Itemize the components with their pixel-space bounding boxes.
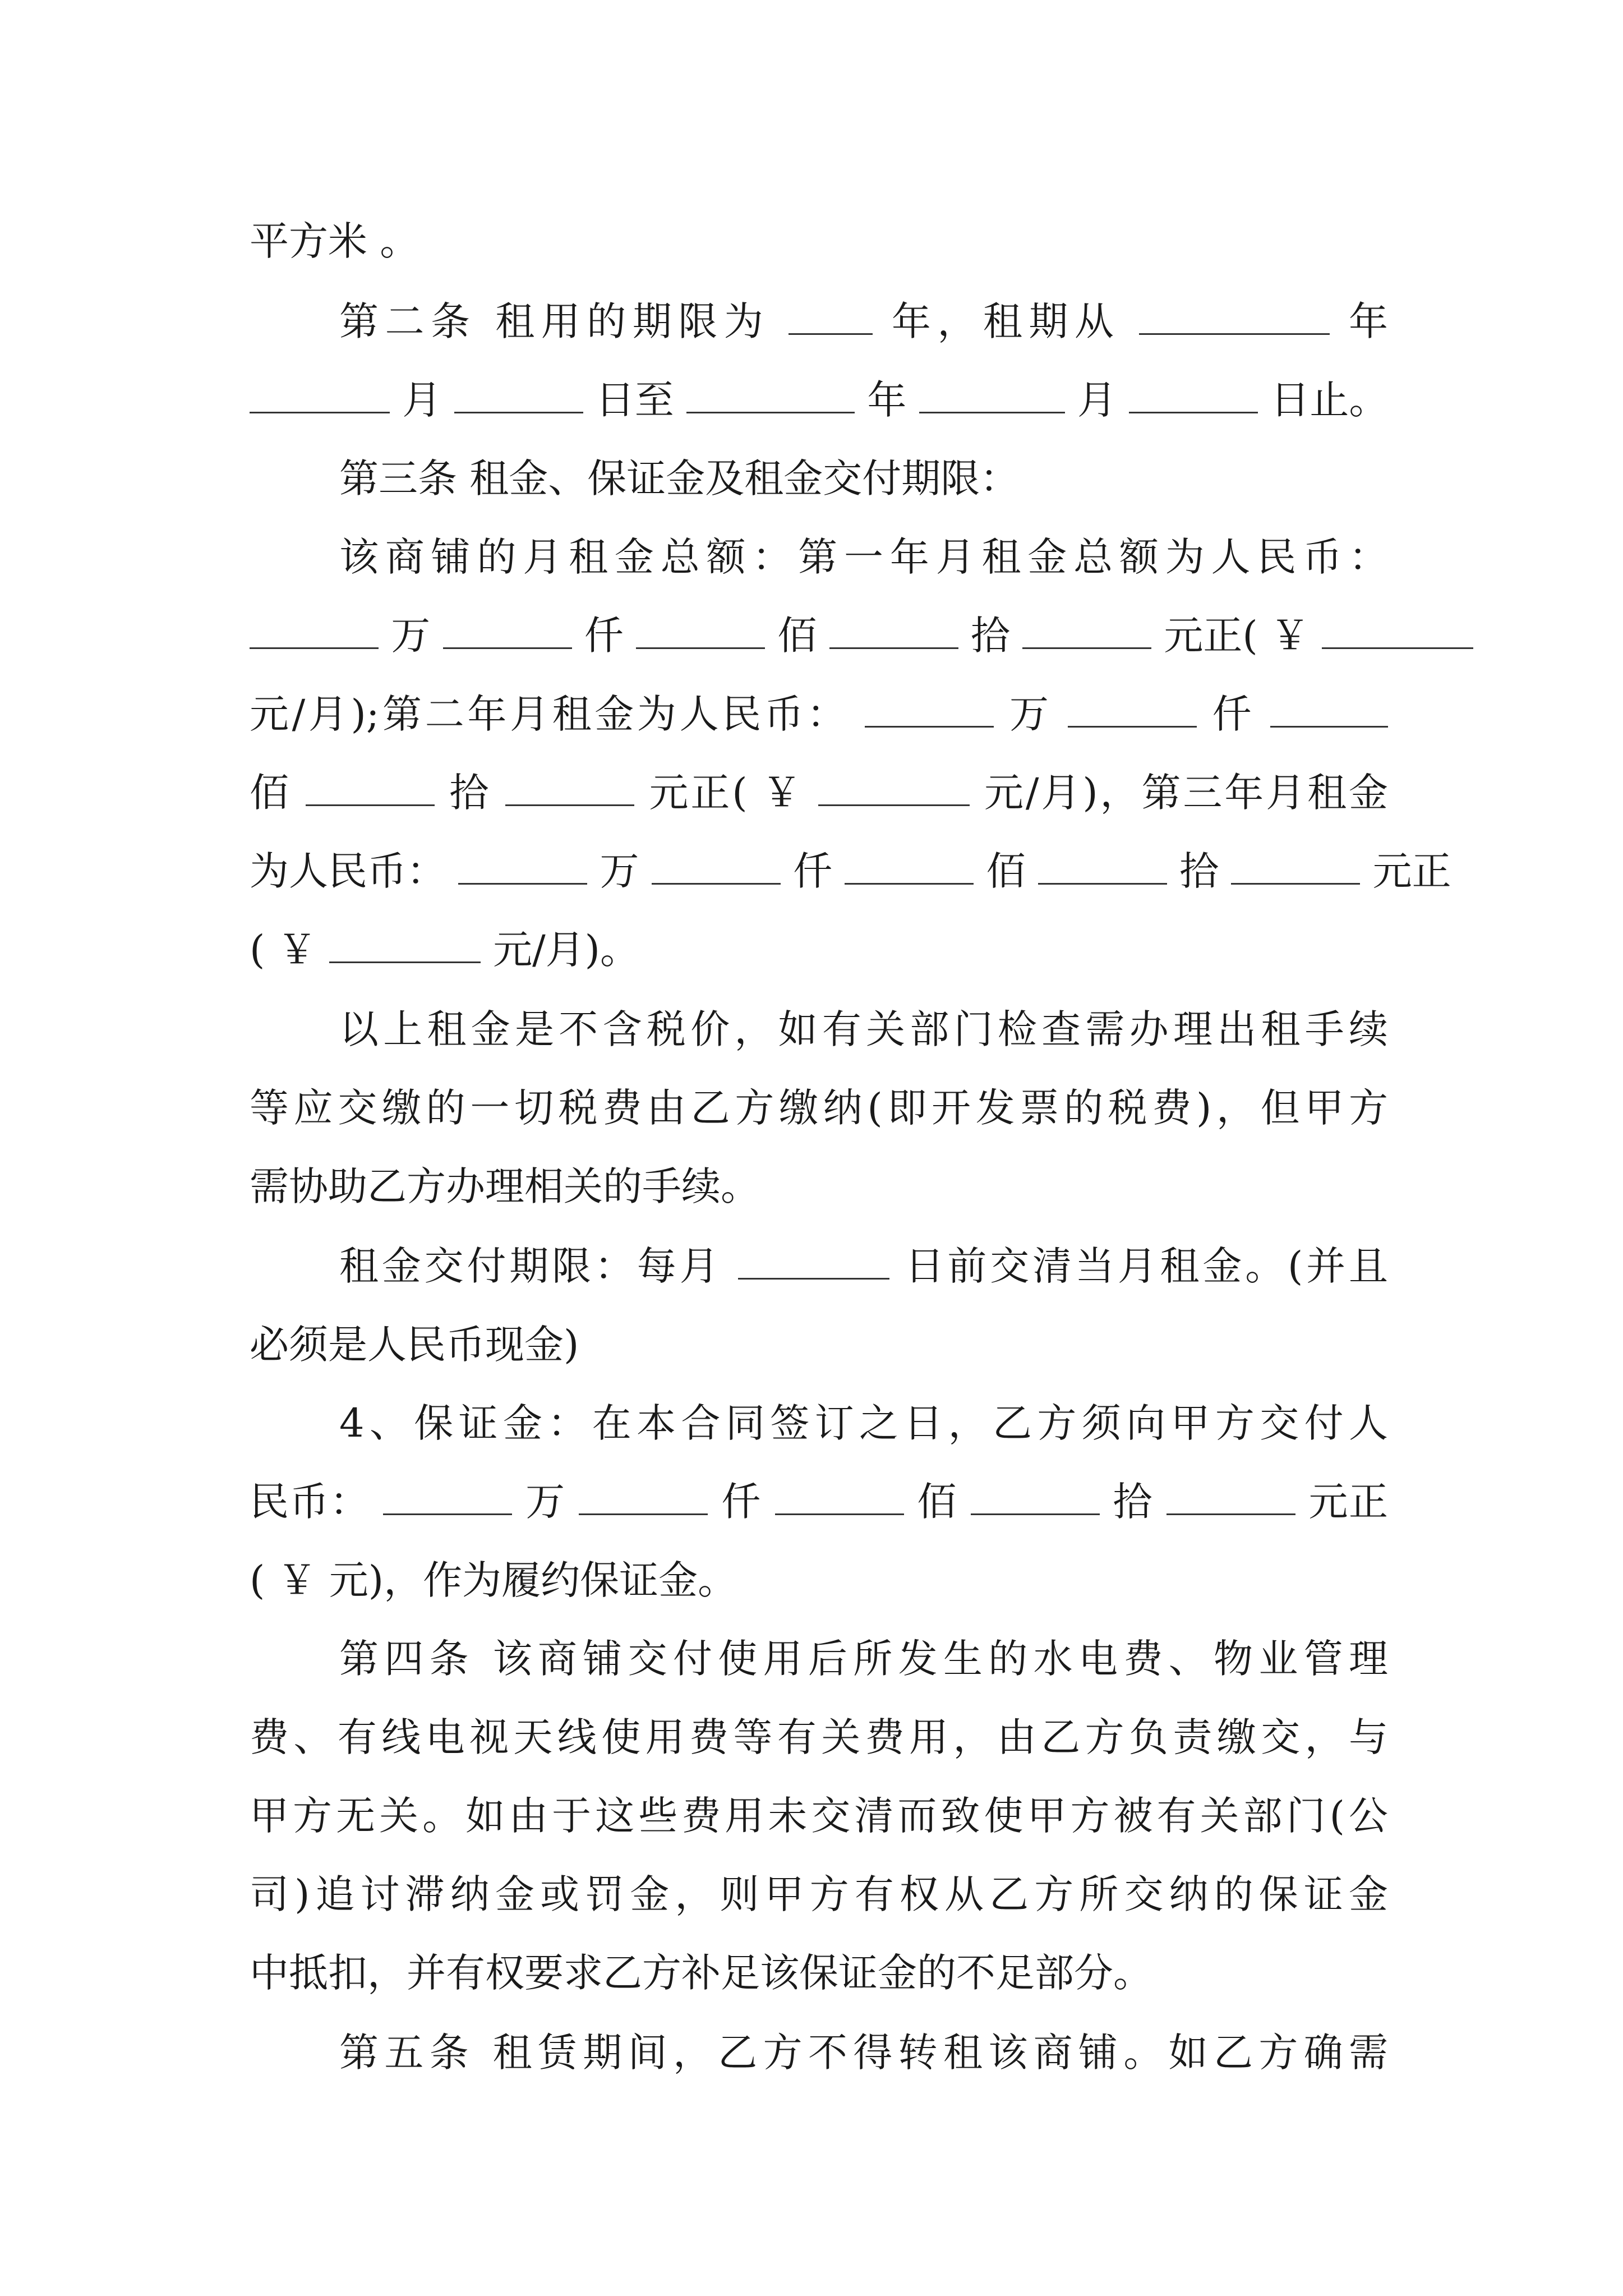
line-text: 民币：: [250, 1479, 370, 1525]
fill-blank: [383, 1479, 512, 1515]
line-text: 日止。: [1270, 377, 1389, 423]
line-text: 日至: [595, 377, 674, 423]
line-text: 佰: [986, 848, 1026, 894]
text-line: [250, 1311, 1388, 1378]
text-line: [250, 1232, 1388, 1300]
fill-blank: [738, 1243, 889, 1280]
line-text: 万: [600, 848, 639, 894]
line-text: 万: [1009, 691, 1052, 737]
line-text: 需协助乙方办理相关的手续。: [250, 1163, 760, 1209]
text-line: [250, 1547, 1388, 1614]
fill-blank: [789, 298, 873, 335]
fill-blank: [443, 613, 572, 649]
fill-blank: [306, 770, 435, 806]
line-text: 元/月)，第三年月租金: [984, 770, 1388, 816]
line-text: 佰: [777, 613, 817, 659]
line-text: 佰: [250, 770, 291, 816]
fill-blank: [505, 770, 634, 806]
line-text: 为人民币：: [250, 848, 446, 894]
fill-blank: [1022, 613, 1151, 649]
line-text: 费、有线电视天线使用费等有关费用，由乙方负责缴交，与: [250, 1714, 1388, 1760]
line-text: 万: [525, 1479, 566, 1525]
fill-blank: [250, 613, 379, 649]
text-line: [250, 759, 1388, 826]
line-text: 元/月)。: [493, 927, 639, 973]
line-text: 等应交缴的一切税费由乙方缴纳(即开发票的税费)，但甲方: [250, 1085, 1388, 1131]
line-text: 必须是人民币现金): [250, 1322, 579, 1368]
line-text: 第二条 租用的期限为: [339, 298, 770, 344]
line-text: 租金交付期限：每月: [339, 1243, 722, 1289]
line-text: 仟: [584, 613, 624, 659]
line-text: 拾: [1113, 1479, 1153, 1525]
line-text: 仟: [793, 848, 833, 894]
text-line: [250, 1153, 1388, 1220]
text-line: [250, 1074, 1388, 1142]
line-text: 第四条 该商铺交付使用后所发生的水电费、物业管理: [339, 1636, 1388, 1682]
fill-blank: [454, 377, 583, 413]
fill-blank: [636, 613, 765, 649]
line-text: ( ￥: [250, 927, 317, 973]
text-line: [250, 1625, 1388, 1692]
line-text: 万: [391, 613, 431, 659]
line-text: 日前交清当月租金。(并且: [905, 1243, 1388, 1289]
text-line: [250, 916, 1388, 983]
fill-blank: [1231, 848, 1360, 885]
line-text: 第五条 租赁期间，乙方不得转租该商铺。如乙方确需: [339, 2030, 1388, 2076]
fill-blank: [1166, 1479, 1295, 1515]
line-text: 拾: [449, 770, 491, 816]
line-text: 月: [1077, 377, 1117, 423]
text-line: [250, 523, 1388, 591]
fill-blank: [775, 1479, 904, 1515]
fill-blank: [818, 770, 970, 806]
line-text: 元正: [1372, 848, 1451, 894]
line-text: 仟: [1212, 691, 1255, 737]
line-text: 月: [402, 377, 442, 423]
text-line: [250, 1704, 1388, 1771]
fill-blank: [1322, 613, 1473, 649]
text-line: [250, 1939, 1388, 2007]
line-text: 年: [1348, 298, 1388, 344]
fill-blank: [829, 613, 958, 649]
fill-blank: [1068, 691, 1197, 728]
fill-blank: [329, 927, 481, 963]
line-text: 司)追讨滞纳金或罚金，则甲方有权从乙方所交纳的保证金: [250, 1871, 1388, 1917]
fill-blank: [1270, 691, 1388, 728]
line-text: 拾: [970, 613, 1010, 659]
line-text: 元/月);第二年月租金为人民币：: [250, 691, 850, 737]
fill-blank: [971, 1479, 1100, 1515]
fill-blank: [652, 848, 781, 885]
fill-blank: [1038, 848, 1167, 885]
line-text: 该商铺的月租金总额：第一年月租金总额为人民币：: [339, 534, 1388, 580]
fill-blank: [1139, 298, 1330, 335]
fill-blank: [579, 1479, 708, 1515]
fill-blank: [1129, 377, 1258, 413]
line-text: 平方米 。: [250, 218, 419, 264]
fill-blank: [865, 691, 994, 728]
line-text: 元正( ￥: [649, 770, 804, 816]
fill-blank: [458, 848, 587, 885]
text-line: [250, 680, 1388, 748]
fill-blank: [250, 377, 390, 413]
text-line: [250, 208, 1388, 275]
text-line: [250, 602, 1388, 669]
text-line: [250, 1861, 1388, 1928]
text-line: [250, 838, 1451, 905]
text-line: [250, 1782, 1388, 1849]
line-text: 4、保证金：在本合同签订之日，乙方须向甲方交付人: [339, 1400, 1388, 1446]
text-line: [250, 366, 1388, 434]
line-text: 甲方无关。如由于这些费用未交清而致使甲方被有关部门(公: [250, 1793, 1388, 1839]
line-text: 中抵扣，并有权要求乙方补足该保证金的不足部分。: [250, 1950, 1152, 1996]
line-text: 仟: [721, 1479, 762, 1525]
text-line: [250, 1468, 1388, 1535]
line-text: 佰: [917, 1479, 957, 1525]
line-text: 年，租期从: [891, 298, 1121, 344]
text-line: [250, 288, 1388, 355]
fill-blank: [919, 377, 1065, 413]
line-text: 元正( ￥: [1164, 613, 1310, 659]
text-line: [250, 445, 1388, 512]
fill-blank: [686, 377, 855, 413]
text-line: [250, 996, 1388, 1063]
fill-blank: [845, 848, 974, 885]
text-line: [250, 1389, 1388, 1457]
line-text: 以上租金是不含税价，如有关部门检查需办理出租手续: [339, 1006, 1388, 1052]
line-text: 年: [867, 377, 907, 423]
line-text: 元正: [1308, 1479, 1389, 1525]
line-text: ( ￥ 元)，作为履约保证金。: [250, 1557, 737, 1603]
text-line: [250, 2019, 1388, 2086]
line-text: 拾: [1179, 848, 1219, 894]
line-text: 第三条 租金、保证金及租金交付期限：: [339, 455, 1020, 501]
